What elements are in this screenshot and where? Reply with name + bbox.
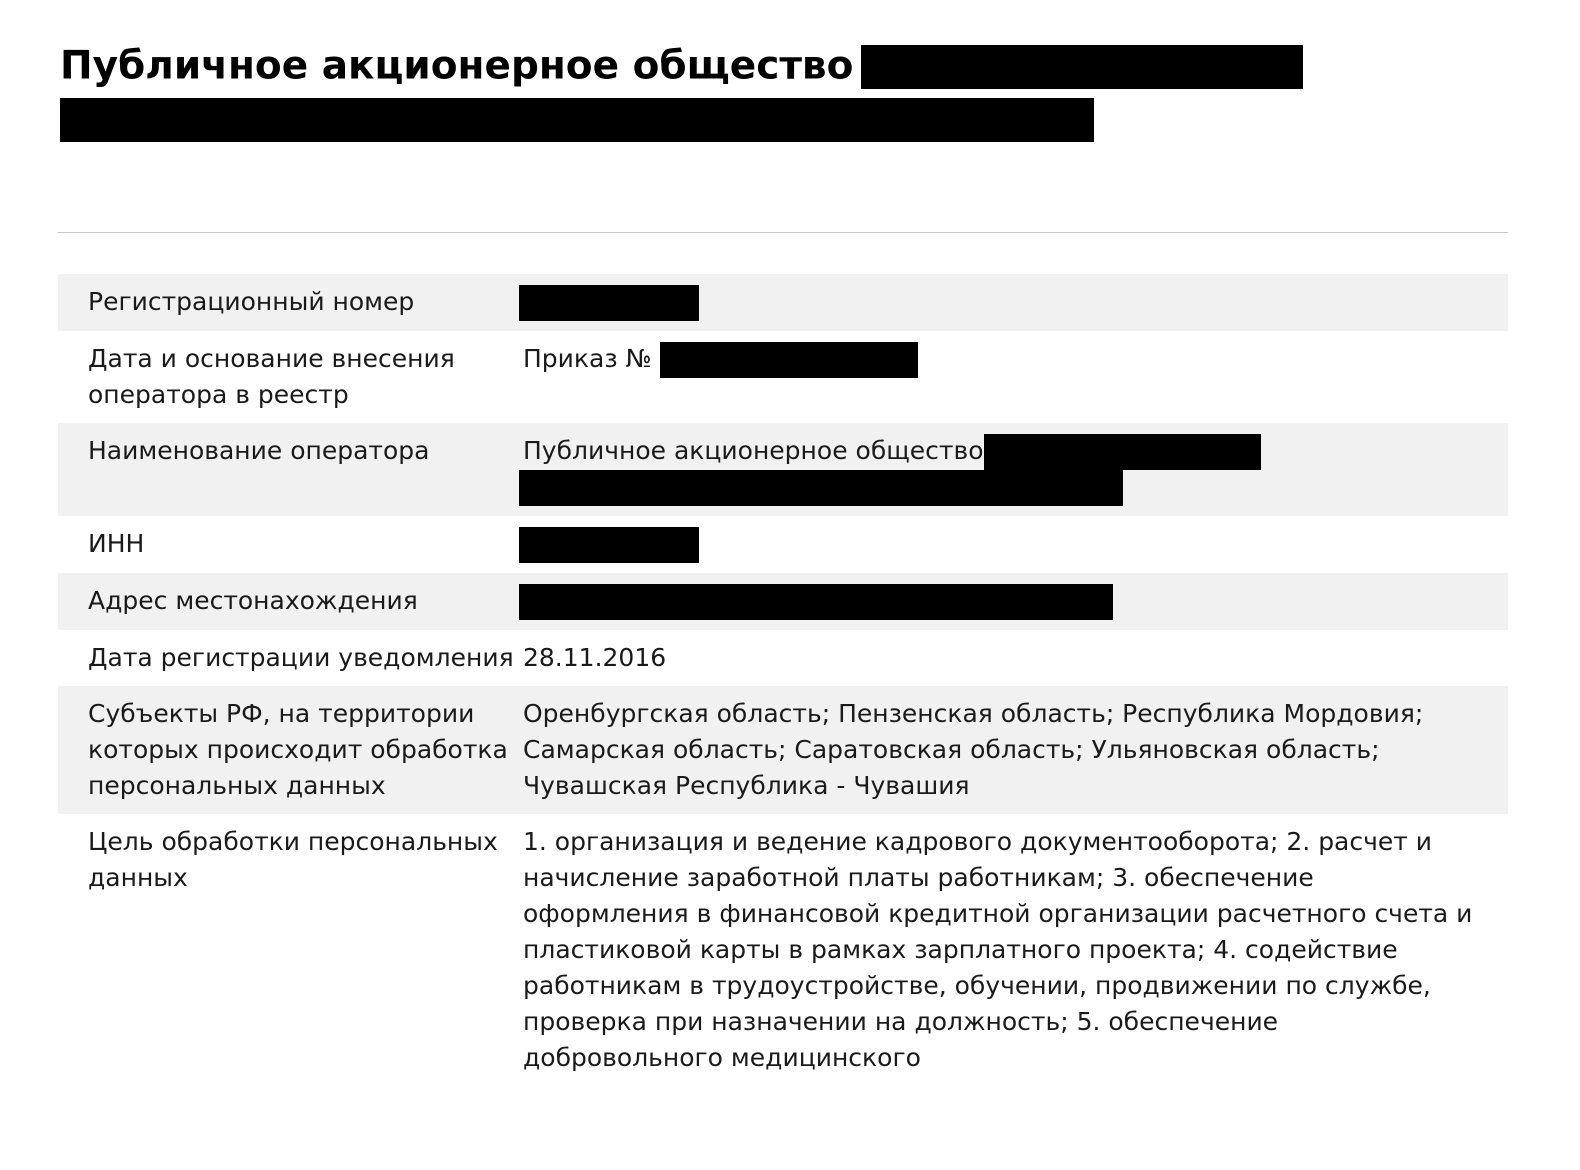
order-number-redaction [660, 342, 918, 378]
inn-value [523, 516, 1508, 573]
inn-label: ИНН [88, 529, 145, 558]
row-purpose [58, 814, 1508, 1086]
notification-date-value: 28.11.2016 [523, 643, 667, 672]
basis-label: Дата и основание внесения оператора в реестр [88, 344, 455, 409]
row-operator-name [58, 423, 1508, 516]
title-redaction-1 [861, 45, 1303, 89]
reg-number-value [523, 274, 1508, 331]
row-inn [58, 516, 1508, 573]
header-divider [58, 232, 1508, 233]
address-redaction [519, 584, 1113, 620]
title-redaction-2 [60, 98, 1094, 142]
page-title-text: Публичное акционерное общество [60, 43, 854, 89]
address-value [523, 573, 1508, 630]
page-title [60, 36, 1520, 142]
operator-name-redaction-2 [519, 470, 1123, 506]
row-address [58, 573, 1508, 630]
operator-info-table [58, 274, 1508, 1086]
reg-number-label: Регистрационный номер [58, 274, 523, 331]
operator-name-value [523, 423, 1508, 516]
regions-value: Оренбургская область; Пензенская область; Республика Мордовия; Самарская область; Саратовская область; Ульяновская область; Чувашская Республика - Чувашия [523, 686, 1508, 814]
regions-label: Субъекты РФ, на территории которых происходит обработка персональных данных [58, 686, 523, 814]
row-reg-number [58, 274, 1508, 331]
address-label: Адрес местонахождения [58, 573, 523, 630]
basis-prefix: Приказ № [523, 344, 652, 373]
operator-name-redaction-1 [984, 434, 1261, 470]
row-regions [58, 686, 1508, 814]
purpose-value: 1. организация и ведение кадрового документооборота; 2. расчет и начисление заработной платы работникам; 3. обеспечение оформления в финансовой кредитной организации расчетного счета и пластиковой карты в рамках зарплатного проекта; 4. содействие работникам в трудоустройстве, обучении, продвижении по службе, проверка при назначении на должность; 5. обеспечение добровольного медицинского [523, 827, 1473, 1072]
purpose-label: Цель обработки персональных данных [88, 827, 498, 892]
row-basis [58, 331, 1508, 423]
operator-name-label: Наименование оператора [58, 423, 523, 516]
row-notification-date [58, 630, 1508, 686]
inn-redaction [519, 527, 699, 563]
operator-name-prefix: Публичное акционерное общество [523, 436, 984, 465]
basis-value [523, 331, 1508, 423]
reg-number-redaction [519, 285, 699, 321]
notification-date-label: Дата регистрации уведомления [88, 643, 514, 672]
